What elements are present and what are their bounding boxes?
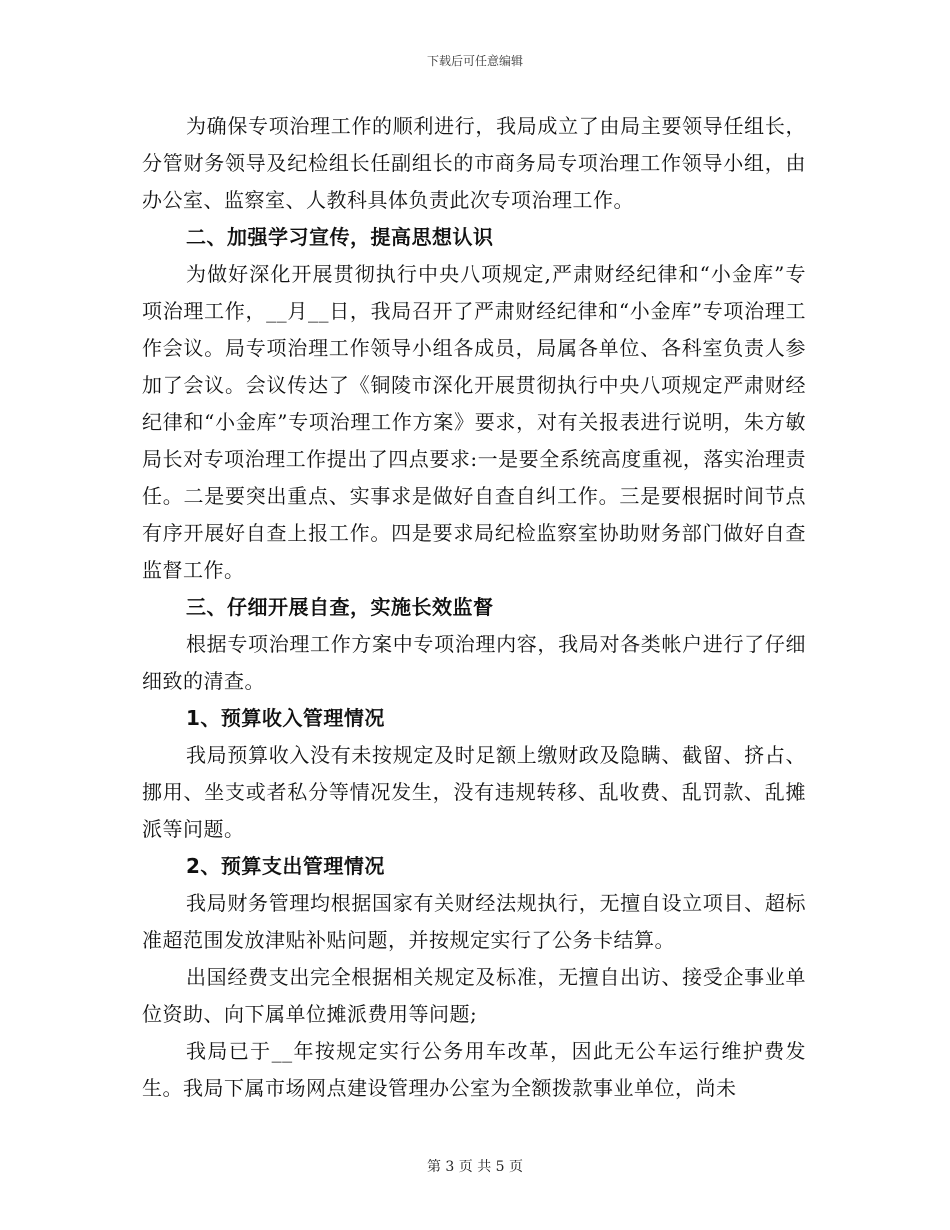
page-footer: 第 3 页 共 5 页 <box>426 1159 524 1175</box>
paragraph: 我局已于__年按规定实行公务用车改革，因此无公车运行维护费发生。我局下属市场网点建设管理办公室为全额拨款事业单位，尚未 <box>142 1039 806 1100</box>
paragraph: 为做好深化开展贯彻执行中央八项规定,严肃财经纪律和“小金库”专项治理工作，__月__日，我局召开了严肃财经纪律和“小金库”专项治理工作会议。局专项治理工作领导小组各成员，局属各单位、各科室负责人参加了会议。会议传达了《铜陵市深化开展贯彻执行中央八项规定严肃财经纪律和“小金库”专项治理工作方案》要求，对有关报表进行说明，朱方敏局长对专项治理工作提出了四点要求:一是要全系统高度重视，落实治理责任。二是要突出重点、实事求是做好自查自纠工作。三是要根据时间节点有序开展好自查上报工作。四是要求局纪检监察室协助财务部门做好自查监督工作。 <box>142 262 806 582</box>
subsection-heading: 1、预算收入管理情况 <box>186 706 385 730</box>
section-heading: 三、仔细开展自查，实施长效监督 <box>186 595 494 619</box>
paragraph: 我局预算收入没有未按规定及时足额上缴财政及隐瞒、截留、挤占、挪用、坐支或者私分等情况发生，没有违规转移、乱收费、乱罚款、乱摊派等问题。 <box>142 743 806 841</box>
document-body <box>142 108 806 1107</box>
paragraph: 出国经费支出完全根据相关规定及标准，无擅自出访、接受企事业单位资助、向下属单位摊派费用等问题; <box>142 965 806 1026</box>
section-heading: 二、加强学习宣传，提高思想认识 <box>186 225 494 249</box>
subsection-heading: 2、预算支出管理情况 <box>186 854 385 878</box>
page-header: 下载后可任意编辑 <box>426 54 523 68</box>
paragraph: 为确保专项治理工作的顺利进行，我局成立了由局主要领导任组长，分管财务领导及纪检组长任副组长的市商务局专项治理工作领导小组，由办公室、监察室、人教科具体负责此次专项治理工作。 <box>142 114 806 212</box>
paragraph: 根据专项治理工作方案中专项治理内容，我局对各类帐户进行了仔细细致的清查。 <box>142 632 806 693</box>
paragraph: 我局财务管理均根据国家有关财经法规执行，无擅自设立项目、超标准超范围发放津贴补贴问题，并按规定实行了公务卡结算。 <box>142 891 806 952</box>
